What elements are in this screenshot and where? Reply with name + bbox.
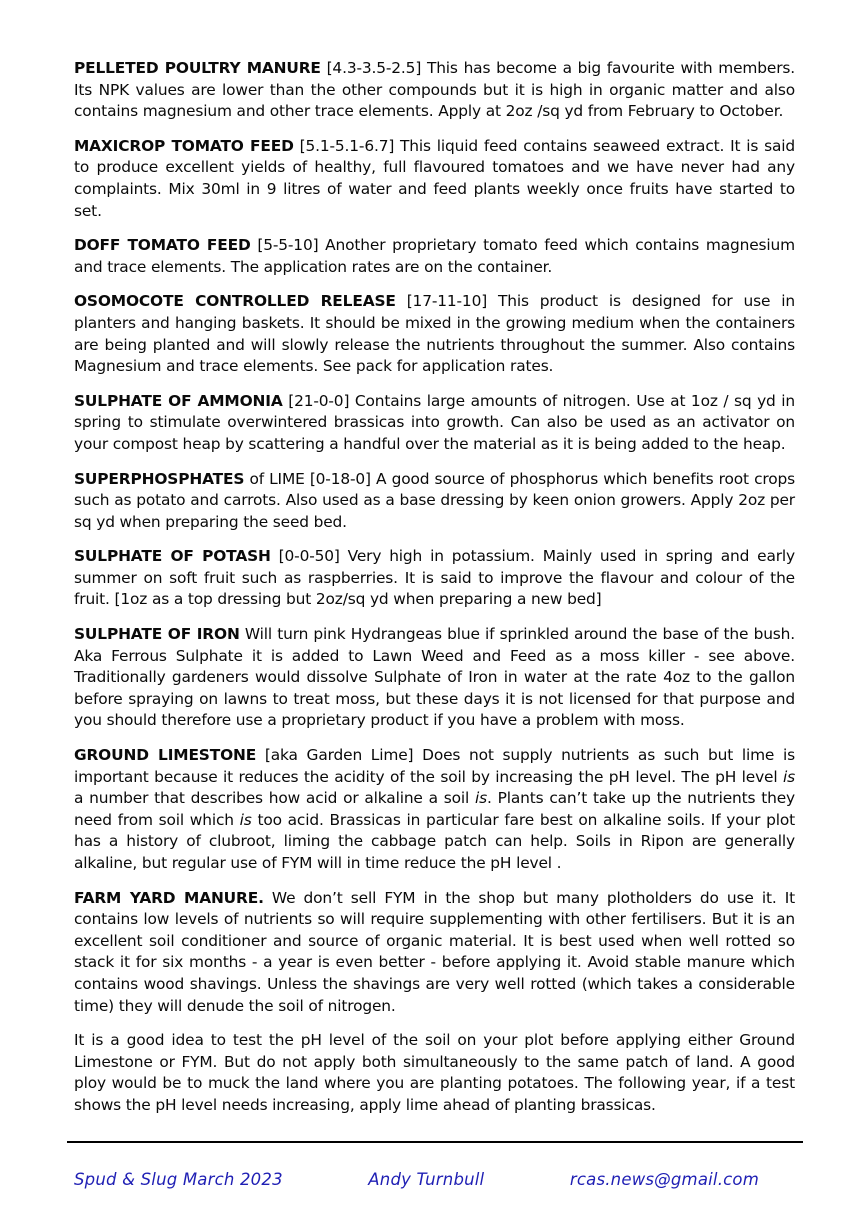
paragraph-heading: FARM YARD MANURE. [74, 888, 264, 907]
paragraph-heading: MAXICROP TOMATO FEED [74, 136, 294, 155]
newsletter-title: Spud & Slug March 2023 [74, 1169, 283, 1189]
paragraph-text: [0-0-50] Very high in potassium. Mainly used in spring and early summer on soft fruit such as raspberries. It is said to improve the flavour and colour of the fruit. [1oz as a top dressing but 2oz/sq yd when preparing a new bed] [74, 547, 795, 609]
paragraph [74, 391, 795, 456]
paragraph-heading: DOFF TOMATO FEED [74, 236, 251, 255]
paragraph-heading: SUPERPHOSPHATES [74, 469, 245, 488]
paragraph-heading: SULPHATE OF IRON [74, 625, 240, 644]
paragraph-heading: SULPHATE OF POTASH [74, 547, 271, 566]
paragraph-heading: SULPHATE OF AMMONIA [74, 391, 283, 410]
footer-divider [67, 1141, 803, 1143]
paragraph [74, 235, 795, 278]
paragraph-text: [5-5-10] Another proprietary tomato feed which contains magnesium and trace elements. The application rates are on the container. [74, 236, 795, 276]
paragraph-text: of LIME [0-18-0] A good source of phosphorus which benefits root crops such as potato and carrots. Also used as a base dressing by keen onion growers. Apply 2oz per sq yd when preparing the seed bed. [74, 469, 795, 531]
author-name: Andy Turnbull [368, 1169, 485, 1189]
paragraph [74, 469, 795, 534]
paragraph-text: [5.1-5.1-6.7] This liquid feed contains seaweed extract. It is said to produce excellent yields of healthy, full flavoured tomatoes and we have never had any complaints. Mix 30ml in 9 litres of water and feed plants weekly once fruits have started to set. [74, 136, 795, 220]
paragraph [74, 136, 795, 222]
paragraph-text: [aka Garden Lime] Does not supply nutrients as such but lime is important because it reduces the acidity of the soil by increasing the pH level. The pH level [74, 746, 795, 786]
paragraph-heading: PELLETED POULTRY MANURE [74, 59, 321, 77]
paragraph-text: It is a good idea to test the pH level of the soil on your plot before applying either Ground Limestone or FYM. But do not apply both simultaneously to the same patch of land. A good ploy would be to muck the land where you are planting potatoes. The following year, if a test shows the pH level needs increasing, apply lime ahead of planting brassicas. [74, 1031, 795, 1114]
paragraph-text: too acid. Brassicas in particular fare best on alkaline soils. If your plot has a history of clubroot, liming the cabbage patch can help. Soils in Ripon are generally alkaline, but regular use of FYM will in time reduce the pH level . [74, 810, 795, 872]
document-body [74, 58, 795, 1117]
paragraph-heading: GROUND LIMESTONE [74, 746, 257, 765]
paragraph-text: [21-0-0] Contains large amounts of nitrogen. Use at 1oz / sq yd in spring to stimulate overwintered brassicas into growth. Can also be used as an activator on your compost heap by scattering a handful over the material as it is being added to the heap. [74, 391, 795, 453]
paragraph-text: is [239, 810, 252, 829]
paragraph-text: We don’t sell FYM in the shop but many plotholders do use it. It contains low levels of nutrients so will require supplementing with other fertilisers. But it is an excellent soil conditioner and source of organic material. It is best used when well rotted so stack it for six months - a year is even better - before applying it. Avoid stable manure which contains wood shavings. Unless the shavings are very well rotted (which takes a considerable time) they will denude the soil of nitrogen. [74, 888, 795, 1015]
paragraph [74, 624, 795, 732]
paragraph [74, 58, 795, 123]
paragraph-heading: OSOMOCOTE CONTROLLED RELEASE [74, 292, 396, 311]
paragraph [74, 888, 795, 1018]
paragraph [74, 291, 795, 377]
page-footer [74, 1141, 795, 1189]
paragraph [74, 745, 795, 875]
paragraph [74, 1030, 795, 1116]
paragraph [74, 546, 795, 611]
paragraph-text: is [474, 789, 487, 808]
contact-email: rcas.news@gmail.com [569, 1169, 759, 1189]
paragraph-text: [17-11-10] This product is designed for use in planters and hanging baskets. It should be mixed in the growing medium when the containers are being planted and will slowly release the nutrients throughout the summer. Also contains Magnesium and trace elements. See pack for application rates. [74, 292, 795, 376]
paragraph-text: [4.3-3.5-2.5] This has become a big favourite with members. Its NPK values are lower than the other compounds but it is high in organic matter and also contains magnesium and other trace elements. Apply at 2oz /sq yd from February to October. [74, 59, 796, 121]
paragraph-text: is [783, 767, 795, 786]
paragraph-text: . Plants can’t take up the nutrients they need from soil which [74, 789, 795, 829]
paragraph-text: Will turn pink Hydrangeas blue if sprinkled around the base of the bush. Aka Ferrous Sulphate it is added to Lawn Weed and Feed as a moss killer - see above. Traditionally gardeners would dissolve Sulphate of Iron in water at the rate 4oz to the gallon before spraying on lawns to treat moss, but these days it is not licensed for that purpose and you should therefore use a proprietary product if you have a problem with moss. [74, 625, 796, 730]
paragraph-text: a number that describes how acid or alkaline a soil [74, 789, 475, 808]
footer-row [74, 1170, 795, 1189]
